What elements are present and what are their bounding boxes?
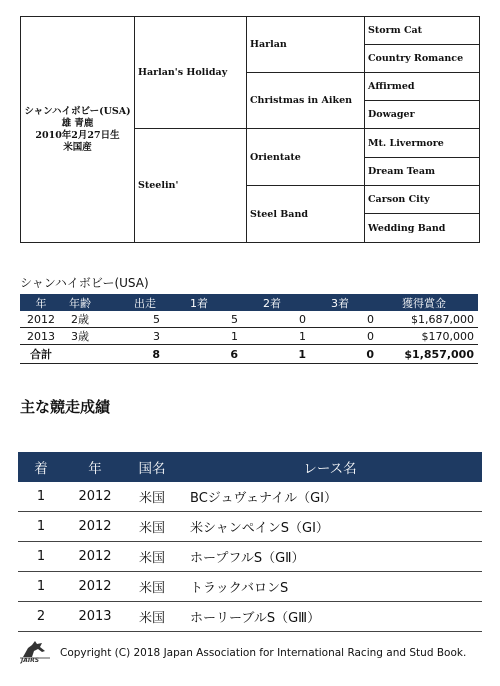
record-cell: 2013 xyxy=(27,329,55,343)
record-cell: 8 xyxy=(152,347,160,361)
record-title: シャンハイボビー(USA) xyxy=(20,276,149,290)
record-header-cell: 1着 xyxy=(190,296,208,310)
pedigree-dam-sire: Orientate xyxy=(247,129,365,186)
major-results-title: 主な競走成績 xyxy=(20,398,111,416)
race-name: ホープフルS（GⅡ） xyxy=(190,551,305,566)
record-cell: $170,000 xyxy=(421,329,474,343)
pedigree-gen4: Carson City xyxy=(365,186,479,214)
major-header-cell: 国名 xyxy=(138,461,166,477)
race-cell: 1 xyxy=(36,489,46,504)
record-cell: 5 xyxy=(231,312,238,326)
race-cell: 米国 xyxy=(138,581,165,596)
record-table xyxy=(20,294,478,364)
record-header-row xyxy=(20,294,478,311)
footer xyxy=(20,638,482,668)
pedigree-table xyxy=(20,16,480,243)
race-name: ホーリーブルS（GⅢ） xyxy=(190,611,321,626)
jairs-logo xyxy=(20,639,50,667)
major-header-cell: 年 xyxy=(88,461,102,477)
record-cell: 6 xyxy=(230,347,238,361)
pedigree-sire-sire: Harlan xyxy=(247,17,365,73)
race-cell: 1 xyxy=(36,519,46,534)
table-row xyxy=(18,602,482,632)
pedigree-gen4: Wedding Band xyxy=(368,222,446,234)
race-cell: 2012 xyxy=(78,519,112,534)
record-cell: 0 xyxy=(367,329,374,343)
record-cell: 3歳 xyxy=(71,330,89,343)
race-cell: 2012 xyxy=(78,549,112,564)
race-cell: 1 xyxy=(36,579,46,594)
race-name: 米シャンペインS（GⅠ） xyxy=(190,521,329,536)
record-cell: 3 xyxy=(153,329,160,343)
pedigree-gen4: Mt. Livermore xyxy=(365,129,479,158)
logo-text: JAIRS xyxy=(21,657,40,664)
record-cell: 0 xyxy=(366,347,374,361)
record-cell: 1 xyxy=(298,347,306,361)
race-cell: 米国 xyxy=(138,491,165,506)
record-cell: 0 xyxy=(299,312,306,326)
race-cell: 2 xyxy=(36,609,46,624)
record-header-cell: 出走 xyxy=(134,296,156,310)
table-row xyxy=(20,328,478,345)
table-row xyxy=(18,572,482,602)
record-cell: 2歳 xyxy=(71,313,89,326)
table-row xyxy=(18,542,482,572)
pedigree-sire-dam: Christmas in Aiken xyxy=(247,73,365,129)
race-cell: 1 xyxy=(36,549,46,564)
record-cell: 0 xyxy=(367,312,374,326)
record-cell: 1 xyxy=(231,329,238,343)
pedigree-gen4: Affirmed xyxy=(365,73,479,101)
record-total-label: 合計 xyxy=(30,348,52,361)
record-cell: $1,857,000 xyxy=(404,347,474,361)
record-total-row xyxy=(20,345,478,364)
record-header-cell: 獲得賞金 xyxy=(402,296,446,310)
race-cell: 2012 xyxy=(78,489,112,504)
table-row xyxy=(18,482,482,512)
pedigree-dam: Steelin' xyxy=(135,129,247,242)
record-cell: 1 xyxy=(299,329,306,343)
race-name: BCジュヴェナイル（GⅠ） xyxy=(190,491,337,506)
horse-logo-icon xyxy=(20,639,50,659)
table-row xyxy=(20,311,478,328)
race-cell: 米国 xyxy=(138,551,165,566)
record-header-cell: 年齢 xyxy=(69,296,91,310)
race-name: トラックバロンS xyxy=(190,581,289,596)
copyright-text: Copyright (C) 2018 Japan Association for International Racing and Stud Book. xyxy=(60,647,467,659)
pedigree-sire: Harlan's Holiday xyxy=(135,17,247,129)
pedigree-gen4: Dream Team xyxy=(365,158,479,186)
race-cell: 米国 xyxy=(138,611,165,626)
pedigree-gen4: Country Romance xyxy=(365,45,479,73)
record-header-cell: 年 xyxy=(35,296,47,310)
major-header-cell: レース名 xyxy=(303,461,357,477)
major-results-table xyxy=(18,452,482,632)
horse-sex-color: 雄 青鹿 xyxy=(61,117,94,129)
horse-name: シャンハイボビー(USA) xyxy=(24,105,131,117)
record-cell: 2012 xyxy=(27,312,55,326)
horse-birth: 2010年2月27日生 xyxy=(35,129,120,141)
major-header-row xyxy=(18,452,482,482)
record-cell: $1,687,000 xyxy=(411,312,474,326)
horse-origin: 米国産 xyxy=(63,141,92,153)
pedigree-dam-dam: Steel Band xyxy=(247,186,365,242)
race-cell: 米国 xyxy=(138,521,165,536)
pedigree-gen4: Dowager xyxy=(365,101,479,129)
record-header-cell: 3着 xyxy=(331,296,349,310)
pedigree-horse xyxy=(21,17,135,242)
pedigree-gen4: Storm Cat xyxy=(365,17,479,45)
race-cell: 2013 xyxy=(78,609,112,624)
major-header-cell: 着 xyxy=(34,461,48,477)
record-cell: 5 xyxy=(153,312,160,326)
race-cell: 2012 xyxy=(78,579,112,594)
record-header-cell: 2着 xyxy=(263,296,281,310)
table-row xyxy=(18,512,482,542)
